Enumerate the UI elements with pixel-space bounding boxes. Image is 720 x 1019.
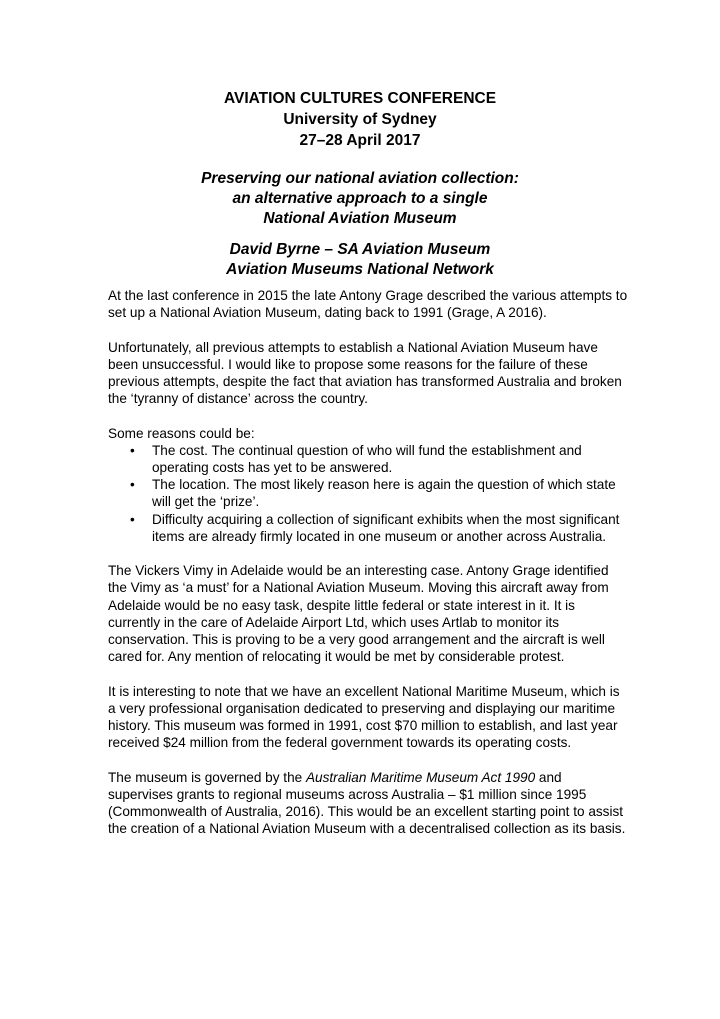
university-name: University of Sydney <box>283 111 437 128</box>
bullet-icon: • <box>130 442 135 458</box>
paragraph-6-end: and supervises grants to regional museums across Australia – $1 million since 1995 (Commonwealth of Australia, 2016). This would be an excellent starting point to assist the creation of a National Aviation Museum with a decentralised collection as its basis. <box>108 769 626 837</box>
document-header <box>0 88 720 280</box>
paper-title-line-2: an alternative approach to a single <box>232 190 488 207</box>
reasons-list <box>108 442 628 545</box>
paragraph-4: The Vickers Vimy in Adelaide would be an interesting case. Antony Grage identified the Vimy as ‘a must’ for a National Aviation Museum. Moving this aircraft away from Adelaide would be no easy task, despite little federal or state interest in it. It is currently in the care of Adelaide Airport Ltd, which uses Artlab to monitor its conservation. This is proving to be a very good arrangement and the aircraft is well cared for. Any mention of relocating it would be met by considerable protest. <box>108 563 609 665</box>
author-line-1: David Byrne – SA Aviation Museum <box>229 241 491 258</box>
conference-dates: 27–28 April 2017 <box>299 132 421 149</box>
paragraph-6 <box>108 769 628 838</box>
list-item-text: The cost. The continual question of who will fund the establishment and operating costs has yet to be answered. <box>152 442 582 475</box>
paper-title-line-3: National Aviation Museum <box>263 210 457 227</box>
list-item <box>108 442 628 476</box>
paragraph-3: Some reasons could be: <box>108 425 255 441</box>
paragraph-6-start: The museum is governed by the <box>108 769 306 785</box>
list-item-text: The location. The most likely reason here is again the question of which state will get the ‘prize’. <box>152 477 616 510</box>
paragraph-1: At the last conference in 2015 the late Antony Grage described the various attempts to set up a National Aviation Museum, dating back to 1991 (Grage, A 2016). <box>108 288 628 321</box>
act-title: Australian Maritime Museum Act 1990 <box>305 769 536 785</box>
list-item <box>108 511 628 545</box>
author-line-2: Aviation Museums National Network <box>226 261 494 278</box>
paragraph-2: Unfortunately, all previous attempts to establish a National Aviation Museum have been unsuccessful. I would like to propose some reasons for the failure of these previous attempts, despite the fact that aviation has transformed Australia and broken the ‘tyranny of distance’ across the country. <box>108 339 622 407</box>
paragraph-5: It is interesting to note that we have an excellent National Maritime Museum, which is a very professional organisation dedicated to preserving and displaying our maritime history. This museum was formed in 1991, cost $70 million to establish, and last year received $24 million from the federal government towards its operating costs. <box>108 683 620 751</box>
bullet-icon: • <box>130 477 135 493</box>
conference-title: AVIATION CULTURES CONFERENCE <box>223 90 497 107</box>
list-item-text: Difficulty acquiring a collection of significant exhibits when the most significant items are already firmly located in one museum or another across Australia. <box>152 511 620 544</box>
list-item <box>108 476 628 510</box>
paper-title-line-1: Preserving our national aviation collection: <box>201 170 519 187</box>
document-body <box>108 287 628 855</box>
bullet-icon: • <box>130 511 135 527</box>
